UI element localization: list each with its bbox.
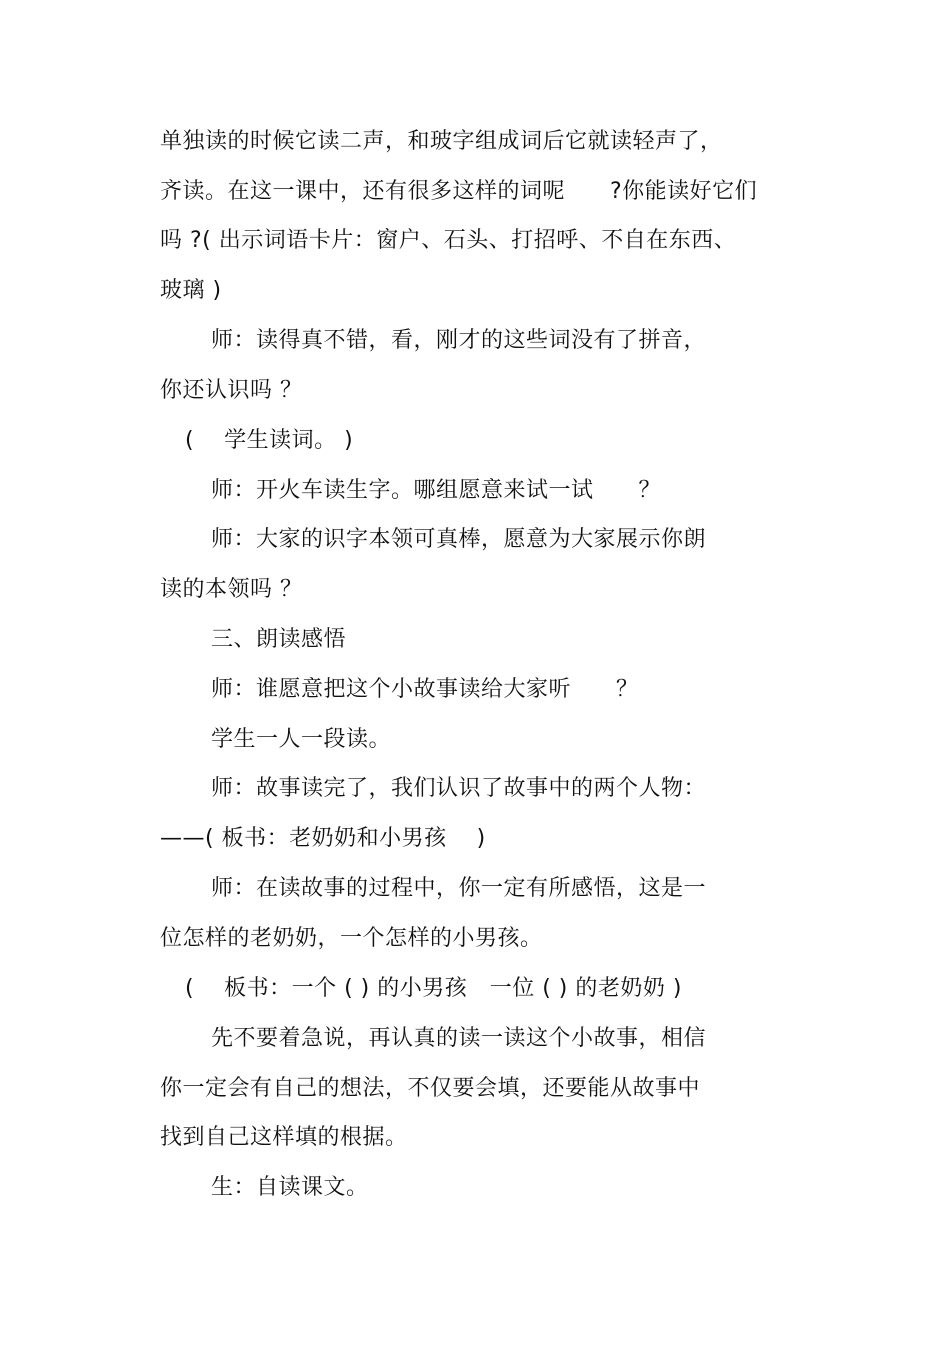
text-line: 找到自己这样填的根据。: [160, 1125, 408, 1150]
text-line: 师：大家的识字本领可真棒，愿意为大家展示你朗: [211, 527, 707, 552]
text-line: ( 学生读词。 ): [185, 428, 354, 453]
text-line: 学生一人一段读。: [211, 727, 392, 752]
text-line: 师：读得真不错，看，刚才的这些词没有了拼音，: [211, 328, 707, 353]
text-line: 你还认识吗 ？: [160, 378, 303, 403]
text-line: 位怎样的老奶奶，一个怎样的小男孩。: [160, 926, 543, 951]
text-line: 吗 ?( 出示词语卡片：窗户、石头、打招呼、不自在东西、: [160, 228, 737, 253]
text-line: 先不要着急说，再认真的读一读这个小故事，相信: [211, 1026, 707, 1051]
text-line: 玻璃 ): [160, 278, 222, 303]
text-line: 生：自读课文。: [211, 1175, 369, 1200]
text-line: 师：故事读完了，我们认识了故事中的两个人物：: [211, 776, 707, 801]
text-line: 你一定会有自己的想法，不仅要会填，还要能从故事中: [160, 1076, 701, 1101]
text-line: 齐读。在这一课中，还有很多这样的词呢 ?你能读好它们: [160, 179, 758, 204]
text-line: 师：谁愿意把这个小故事读给大家听 ？: [211, 677, 639, 702]
text-line: ( 板书：一个 ( ) 的小男孩 一位 ( ) 的老奶奶 ): [185, 976, 682, 1001]
text-line: ——( 板书：老奶奶和小男孩 ): [160, 826, 486, 851]
text-line: 师：开火车读生字。哪组愿意来试一试 ？: [211, 478, 662, 503]
section-heading: 三、朗读感悟: [211, 627, 347, 652]
text-line: 单独读的时候它读二声，和玻字组成词后它就读轻声了，: [160, 129, 723, 154]
text-line: 读的本领吗 ？: [160, 577, 303, 602]
text-line: 师：在读故事的过程中，你一定有所感悟，这是一: [211, 876, 707, 901]
